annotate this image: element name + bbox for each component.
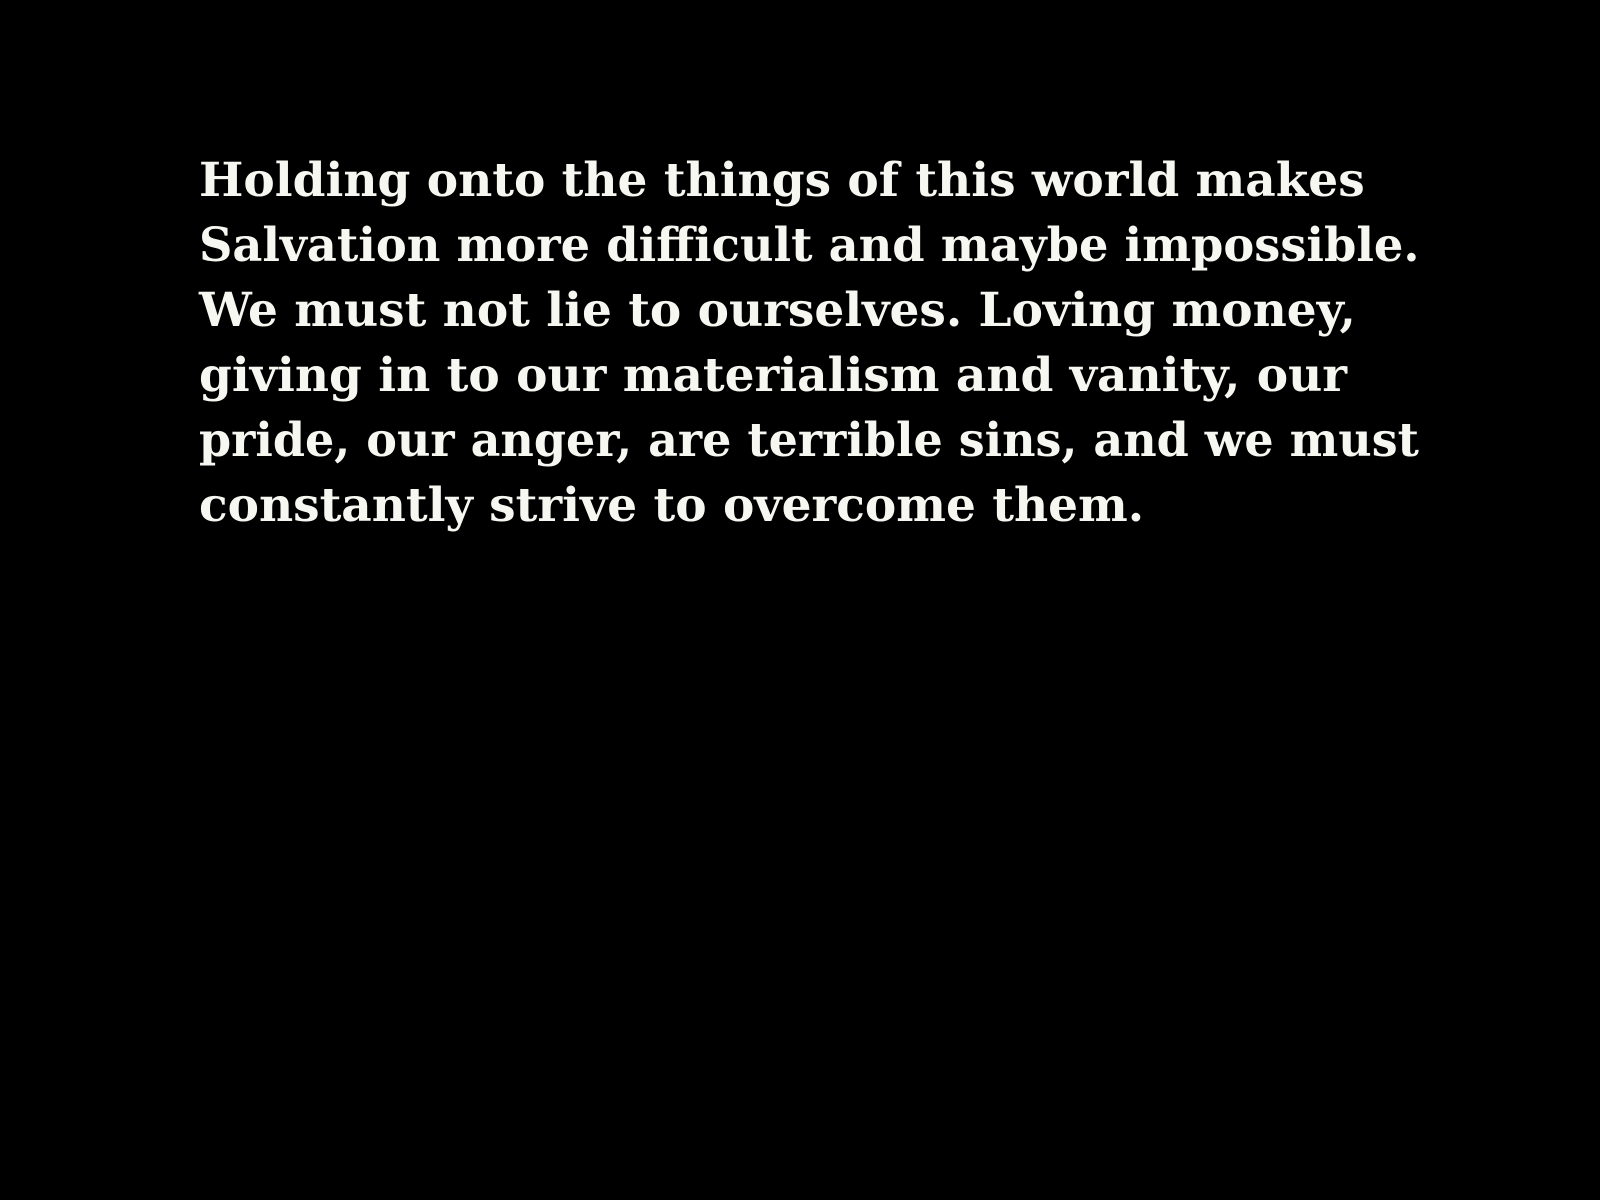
quote-line: Salvation more difficult and maybe impossible. — [199, 218, 1420, 273]
quote-line: Holding onto the things of this world makes — [199, 153, 1365, 208]
quote-line: constantly strive to overcome them. — [199, 478, 1145, 533]
quote-line: pride, our anger, are terrible sins, and we must — [199, 413, 1419, 468]
quote-line: We must not lie to ourselves. Loving money, — [199, 283, 1356, 338]
quote-text-block — [199, 148, 1419, 538]
quote-line: giving in to our materialism and vanity, our — [199, 348, 1348, 403]
